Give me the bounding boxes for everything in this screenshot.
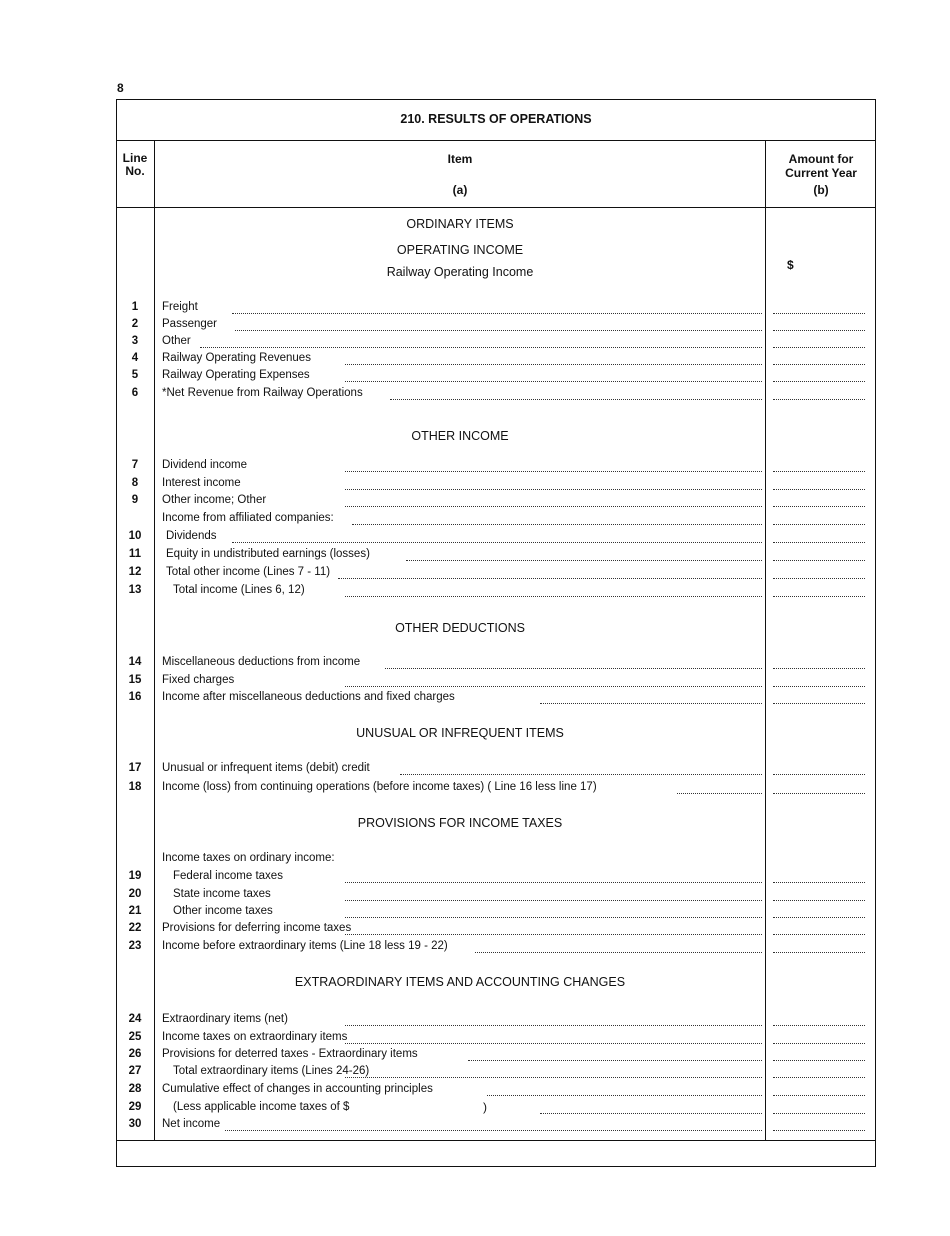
leader-dots xyxy=(345,364,762,365)
line-number: 9 xyxy=(131,494,139,506)
line-number: 11 xyxy=(128,548,142,560)
amount-field[interactable] xyxy=(773,934,865,935)
header-amount: Amount for Current Year xyxy=(785,152,857,180)
leader-dots xyxy=(487,1095,762,1096)
leader-dots xyxy=(406,560,762,561)
amount-field[interactable] xyxy=(773,524,865,525)
amount-field[interactable] xyxy=(773,1025,865,1026)
leader-dots xyxy=(468,1060,762,1061)
amount-field[interactable] xyxy=(773,952,865,953)
amount-field[interactable] xyxy=(773,1077,865,1078)
line-number: 6 xyxy=(131,387,139,399)
amount-field[interactable] xyxy=(773,1113,865,1114)
line-label: Provisions for deferring income taxes xyxy=(162,922,352,934)
amount-field[interactable] xyxy=(773,489,865,490)
amount-field[interactable] xyxy=(773,1095,865,1096)
leader-dots xyxy=(345,1077,762,1078)
line-number: 21 xyxy=(128,905,142,917)
amount-field[interactable] xyxy=(773,471,865,472)
line-label: Extraordinary items (net) xyxy=(162,1013,288,1025)
leader-dots xyxy=(345,381,762,382)
line-number: 4 xyxy=(131,352,139,364)
leader-dots xyxy=(345,882,762,883)
leader-dots xyxy=(232,313,762,314)
line-number: 18 xyxy=(128,781,142,793)
leader-dots xyxy=(232,542,762,543)
header-item-col: (a) xyxy=(452,183,468,197)
leader-dots xyxy=(345,471,762,472)
line-number: 12 xyxy=(128,566,142,578)
line-number: 17 xyxy=(128,762,142,774)
line-label: Income after miscellaneous deductions and fixed charges xyxy=(162,691,455,703)
leader-dots xyxy=(475,952,762,953)
line-number: 28 xyxy=(128,1083,142,1095)
line-label: Income taxes on ordinary income: xyxy=(162,852,335,864)
header-item: Item xyxy=(447,152,473,166)
line-label: Other income; Other xyxy=(162,494,267,506)
line-number: 27 xyxy=(128,1065,142,1077)
leader-dots xyxy=(385,668,762,669)
amount-field[interactable] xyxy=(773,793,865,794)
amount-field[interactable] xyxy=(773,900,865,901)
header-line-no: Line No. xyxy=(122,151,148,178)
line-number: 26 xyxy=(128,1048,142,1060)
line-label: Provisions for deterred taxes - Extraordinary items xyxy=(162,1048,418,1060)
leader-dots xyxy=(352,524,762,525)
leader-dots xyxy=(540,1113,762,1114)
leader-dots xyxy=(677,793,762,794)
section-other-income: OTHER INCOME xyxy=(411,429,509,443)
line-label: *Net Revenue from Railway Operations xyxy=(162,387,363,399)
leader-dots xyxy=(345,900,762,901)
amount-field[interactable] xyxy=(773,774,865,775)
line-label: (Less applicable income taxes of $ xyxy=(173,1101,350,1113)
line-label: Unusual or infrequent items (debit) credit xyxy=(162,762,370,774)
amount-field[interactable] xyxy=(773,596,865,597)
line-label: Equity in undistributed earnings (losses) xyxy=(166,548,370,560)
amount-field[interactable] xyxy=(773,313,865,314)
line-number: 23 xyxy=(128,940,142,952)
line-label: Total income (Lines 6, 12) xyxy=(173,584,305,596)
leader-dots xyxy=(345,1025,762,1026)
line-label: Total other income (Lines 7 - 11) xyxy=(166,566,331,578)
line-label: Income (loss) from continuing operations (before income taxes) ( Line 16 less line 17) xyxy=(162,781,597,793)
line-label: Income before extraordinary items (Line 18 less 19 - 22) xyxy=(162,940,448,952)
amount-field[interactable] xyxy=(773,506,865,507)
line-number: 5 xyxy=(131,369,139,381)
section-unusual-items: UNUSUAL OR INFREQUENT ITEMS xyxy=(356,726,564,740)
bottom-rule xyxy=(116,1140,876,1141)
line-number: 2 xyxy=(131,318,139,330)
leader-dots xyxy=(345,596,762,597)
amount-field[interactable] xyxy=(773,917,865,918)
line-number: 29 xyxy=(128,1101,142,1113)
amount-field[interactable] xyxy=(773,330,865,331)
closing-paren: ) xyxy=(483,1100,487,1114)
amount-field[interactable] xyxy=(773,1130,865,1131)
leader-dots xyxy=(345,686,762,687)
amount-column-divider xyxy=(765,140,766,1140)
line-number: 7 xyxy=(131,459,139,471)
line-label: Passenger xyxy=(162,318,217,330)
amount-field[interactable] xyxy=(773,668,865,669)
line-label: Income from affiliated companies: xyxy=(162,512,334,524)
line-number: 22 xyxy=(128,922,142,934)
line-label: Other xyxy=(162,335,191,347)
section-operating-income: OPERATING INCOME xyxy=(396,243,524,257)
leader-dots xyxy=(345,934,762,935)
line-number: 16 xyxy=(128,691,142,703)
line-number: 25 xyxy=(128,1031,142,1043)
line-number: 30 xyxy=(128,1118,142,1130)
line-label: Fixed charges xyxy=(162,674,235,686)
line-label: Railway Operating Revenues xyxy=(162,352,311,364)
leader-dots xyxy=(400,774,762,775)
header-amount-col: (b) xyxy=(813,183,829,197)
leader-dots xyxy=(338,578,762,579)
line-number: 14 xyxy=(128,656,142,668)
header-rule xyxy=(116,207,876,208)
form-title: 210. RESULTS OF OPERATIONS xyxy=(400,112,592,126)
line-number: 19 xyxy=(128,870,142,882)
page-number: 8 xyxy=(117,81,124,95)
leader-dots xyxy=(345,506,762,507)
amount-field[interactable] xyxy=(773,882,865,883)
leader-dots xyxy=(200,347,762,348)
amount-field[interactable] xyxy=(773,542,865,543)
leader-dots xyxy=(225,1130,762,1131)
line-number: 1 xyxy=(131,301,139,313)
section-other-deductions: OTHER DEDUCTIONS xyxy=(395,621,525,635)
section-extraordinary-items: EXTRAORDINARY ITEMS AND ACCOUNTING CHANGES xyxy=(294,975,626,989)
line-number: 10 xyxy=(128,530,142,542)
line-number: 8 xyxy=(131,477,139,489)
line-label: Total extraordinary items (Lines 24-26) xyxy=(173,1065,370,1077)
line-label: Cumulative effect of changes in accounting principles xyxy=(162,1083,433,1095)
leader-dots xyxy=(345,1043,762,1044)
line-number: 13 xyxy=(128,584,142,596)
leader-dots xyxy=(345,489,762,490)
line-label: Dividend income xyxy=(162,459,248,471)
leader-dots xyxy=(390,399,762,400)
line-label: Interest income xyxy=(162,477,241,489)
amount-field[interactable] xyxy=(773,381,865,382)
line-label: Railway Operating Expenses xyxy=(162,369,310,381)
line-label: Other income taxes xyxy=(173,905,273,917)
amount-field[interactable] xyxy=(773,1060,865,1061)
amount-field[interactable] xyxy=(773,686,865,687)
line-label: Miscellaneous deductions from income xyxy=(162,656,361,668)
amount-field[interactable] xyxy=(773,364,865,365)
line-number: 15 xyxy=(128,674,142,686)
line-label: State income taxes xyxy=(173,888,271,900)
section-provisions-income-taxes: PROVISIONS FOR INCOME TAXES xyxy=(357,816,563,830)
currency-symbol: $ xyxy=(787,258,794,272)
line-column-divider xyxy=(154,140,155,1140)
amount-field[interactable] xyxy=(773,347,865,348)
line-number: 20 xyxy=(128,888,142,900)
line-number: 3 xyxy=(131,335,139,347)
amount-field[interactable] xyxy=(773,560,865,561)
line-label: Federal income taxes xyxy=(173,870,283,882)
section-ordinary-items: ORDINARY ITEMS xyxy=(406,217,514,231)
leader-dots xyxy=(235,330,762,331)
line-label: Freight xyxy=(162,301,198,313)
title-rule xyxy=(116,140,876,141)
amount-field[interactable] xyxy=(773,399,865,400)
amount-field[interactable] xyxy=(773,578,865,579)
amount-field[interactable] xyxy=(773,1043,865,1044)
line-label: Income taxes on extraordinary items xyxy=(162,1031,348,1043)
line-label: Net income xyxy=(162,1118,221,1130)
leader-dots xyxy=(540,703,762,704)
section-railway-operating-income: Railway Operating Income xyxy=(386,265,534,279)
line-number: 24 xyxy=(128,1013,142,1025)
leader-dots xyxy=(345,917,762,918)
amount-field[interactable] xyxy=(773,703,865,704)
line-label: Dividends xyxy=(166,530,217,542)
